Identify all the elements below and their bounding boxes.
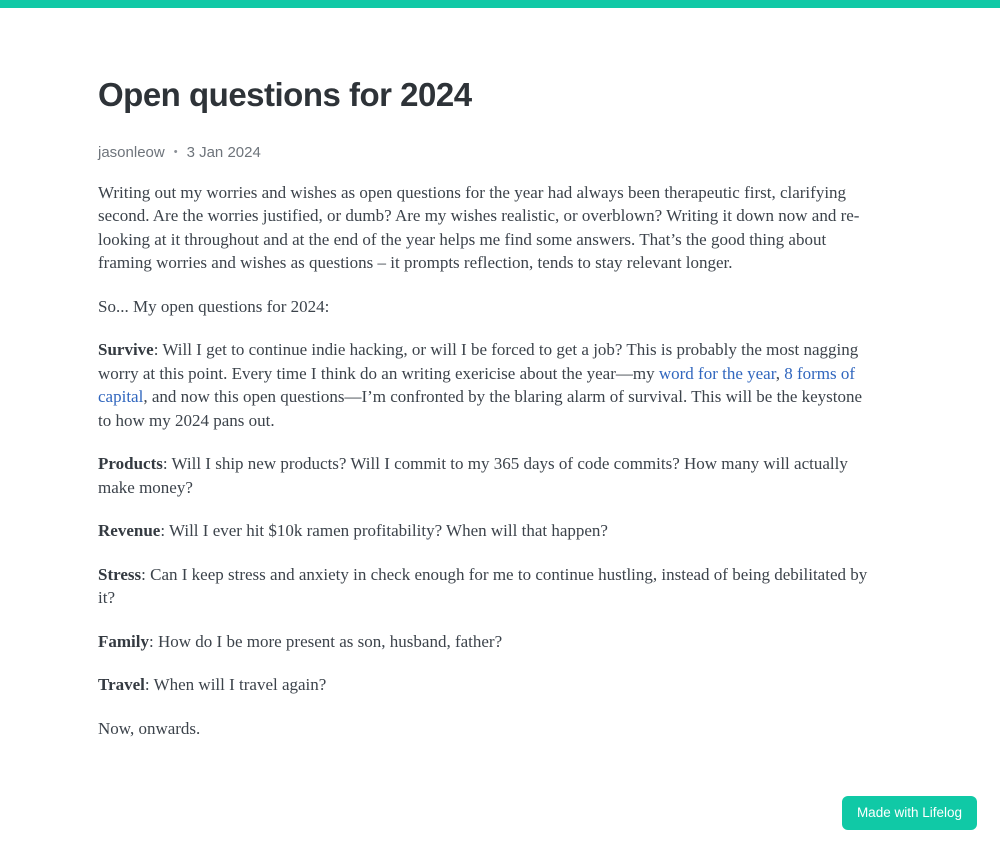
article-body bbox=[98, 181, 878, 741]
article-container bbox=[98, 8, 878, 820]
bold-label: Travel bbox=[98, 675, 145, 695]
page-title: Open questions for 2024 bbox=[98, 76, 472, 113]
bold-label: Products bbox=[98, 454, 163, 474]
text-segment: So... My open questions for 2024: bbox=[98, 296, 330, 316]
text-segment: : How do I be more present as son, husband, father? bbox=[149, 631, 503, 651]
article-paragraph bbox=[98, 338, 878, 432]
article-paragraph bbox=[98, 673, 878, 697]
text-segment: Writing out my worries and wishes as open questions for the year had always been therapeutic first, clarifying second. Are the worries justified, or dumb? Are my wishes realistic, or overblown? Writing it down now and re-looking at it throughout and at the end of the year helps me find some answers. That’s the good thing about framing worries and wishes as questions – it prompts reflection, tends to stay relevant longer. bbox=[98, 182, 860, 273]
text-segment: , and now this open questions—I’m confronted by the blaring alarm of survival. This will be the keystone to how my 2024 pans out. bbox=[98, 387, 863, 430]
made-with-lifelog-badge[interactable]: Made with Lifelog bbox=[842, 796, 977, 830]
text-segment: : Will I ever hit $10k ramen profitability? When will that happen? bbox=[160, 521, 608, 541]
text-segment: , bbox=[775, 363, 785, 383]
text-segment: : Can I keep stress and anxiety in check enough for me to continue hustling, instead of being debilitated by it? bbox=[98, 564, 868, 608]
bold-label: Revenue bbox=[98, 521, 161, 541]
text-segment: : Will I ship new products? Will I commit to my 365 days of code commits? How many will actually make money? bbox=[98, 454, 848, 497]
article-paragraph bbox=[98, 563, 878, 610]
article-paragraph bbox=[98, 181, 878, 275]
article-paragraph bbox=[98, 452, 878, 499]
inline-link[interactable]: word for the year bbox=[658, 363, 776, 383]
text-segment: Now, onwards. bbox=[98, 718, 201, 738]
article-paragraph bbox=[98, 295, 878, 319]
text-segment: : When will I travel again? bbox=[144, 675, 327, 695]
article-paragraph bbox=[98, 630, 878, 654]
byline-date: 3 Jan 2024 bbox=[186, 143, 261, 161]
article-paragraph bbox=[98, 717, 878, 741]
bold-label: Stress bbox=[98, 564, 142, 584]
inline-link[interactable]: 8 forms of capital bbox=[98, 363, 856, 407]
byline-separator-dot: • bbox=[173, 145, 178, 158]
top-accent-bar bbox=[0, 0, 1000, 8]
text-segment: : Will I get to continue indie hacking, or will I be forced to get a job? This is probably the most nagging worry at this point. Every time I think do an writing exericise about the year—my bbox=[98, 340, 859, 383]
byline bbox=[98, 144, 878, 161]
bold-label: Family bbox=[98, 631, 149, 651]
byline-author: jasonleow bbox=[98, 143, 165, 161]
article-paragraph bbox=[98, 519, 878, 543]
bold-label: Survive bbox=[98, 340, 154, 360]
